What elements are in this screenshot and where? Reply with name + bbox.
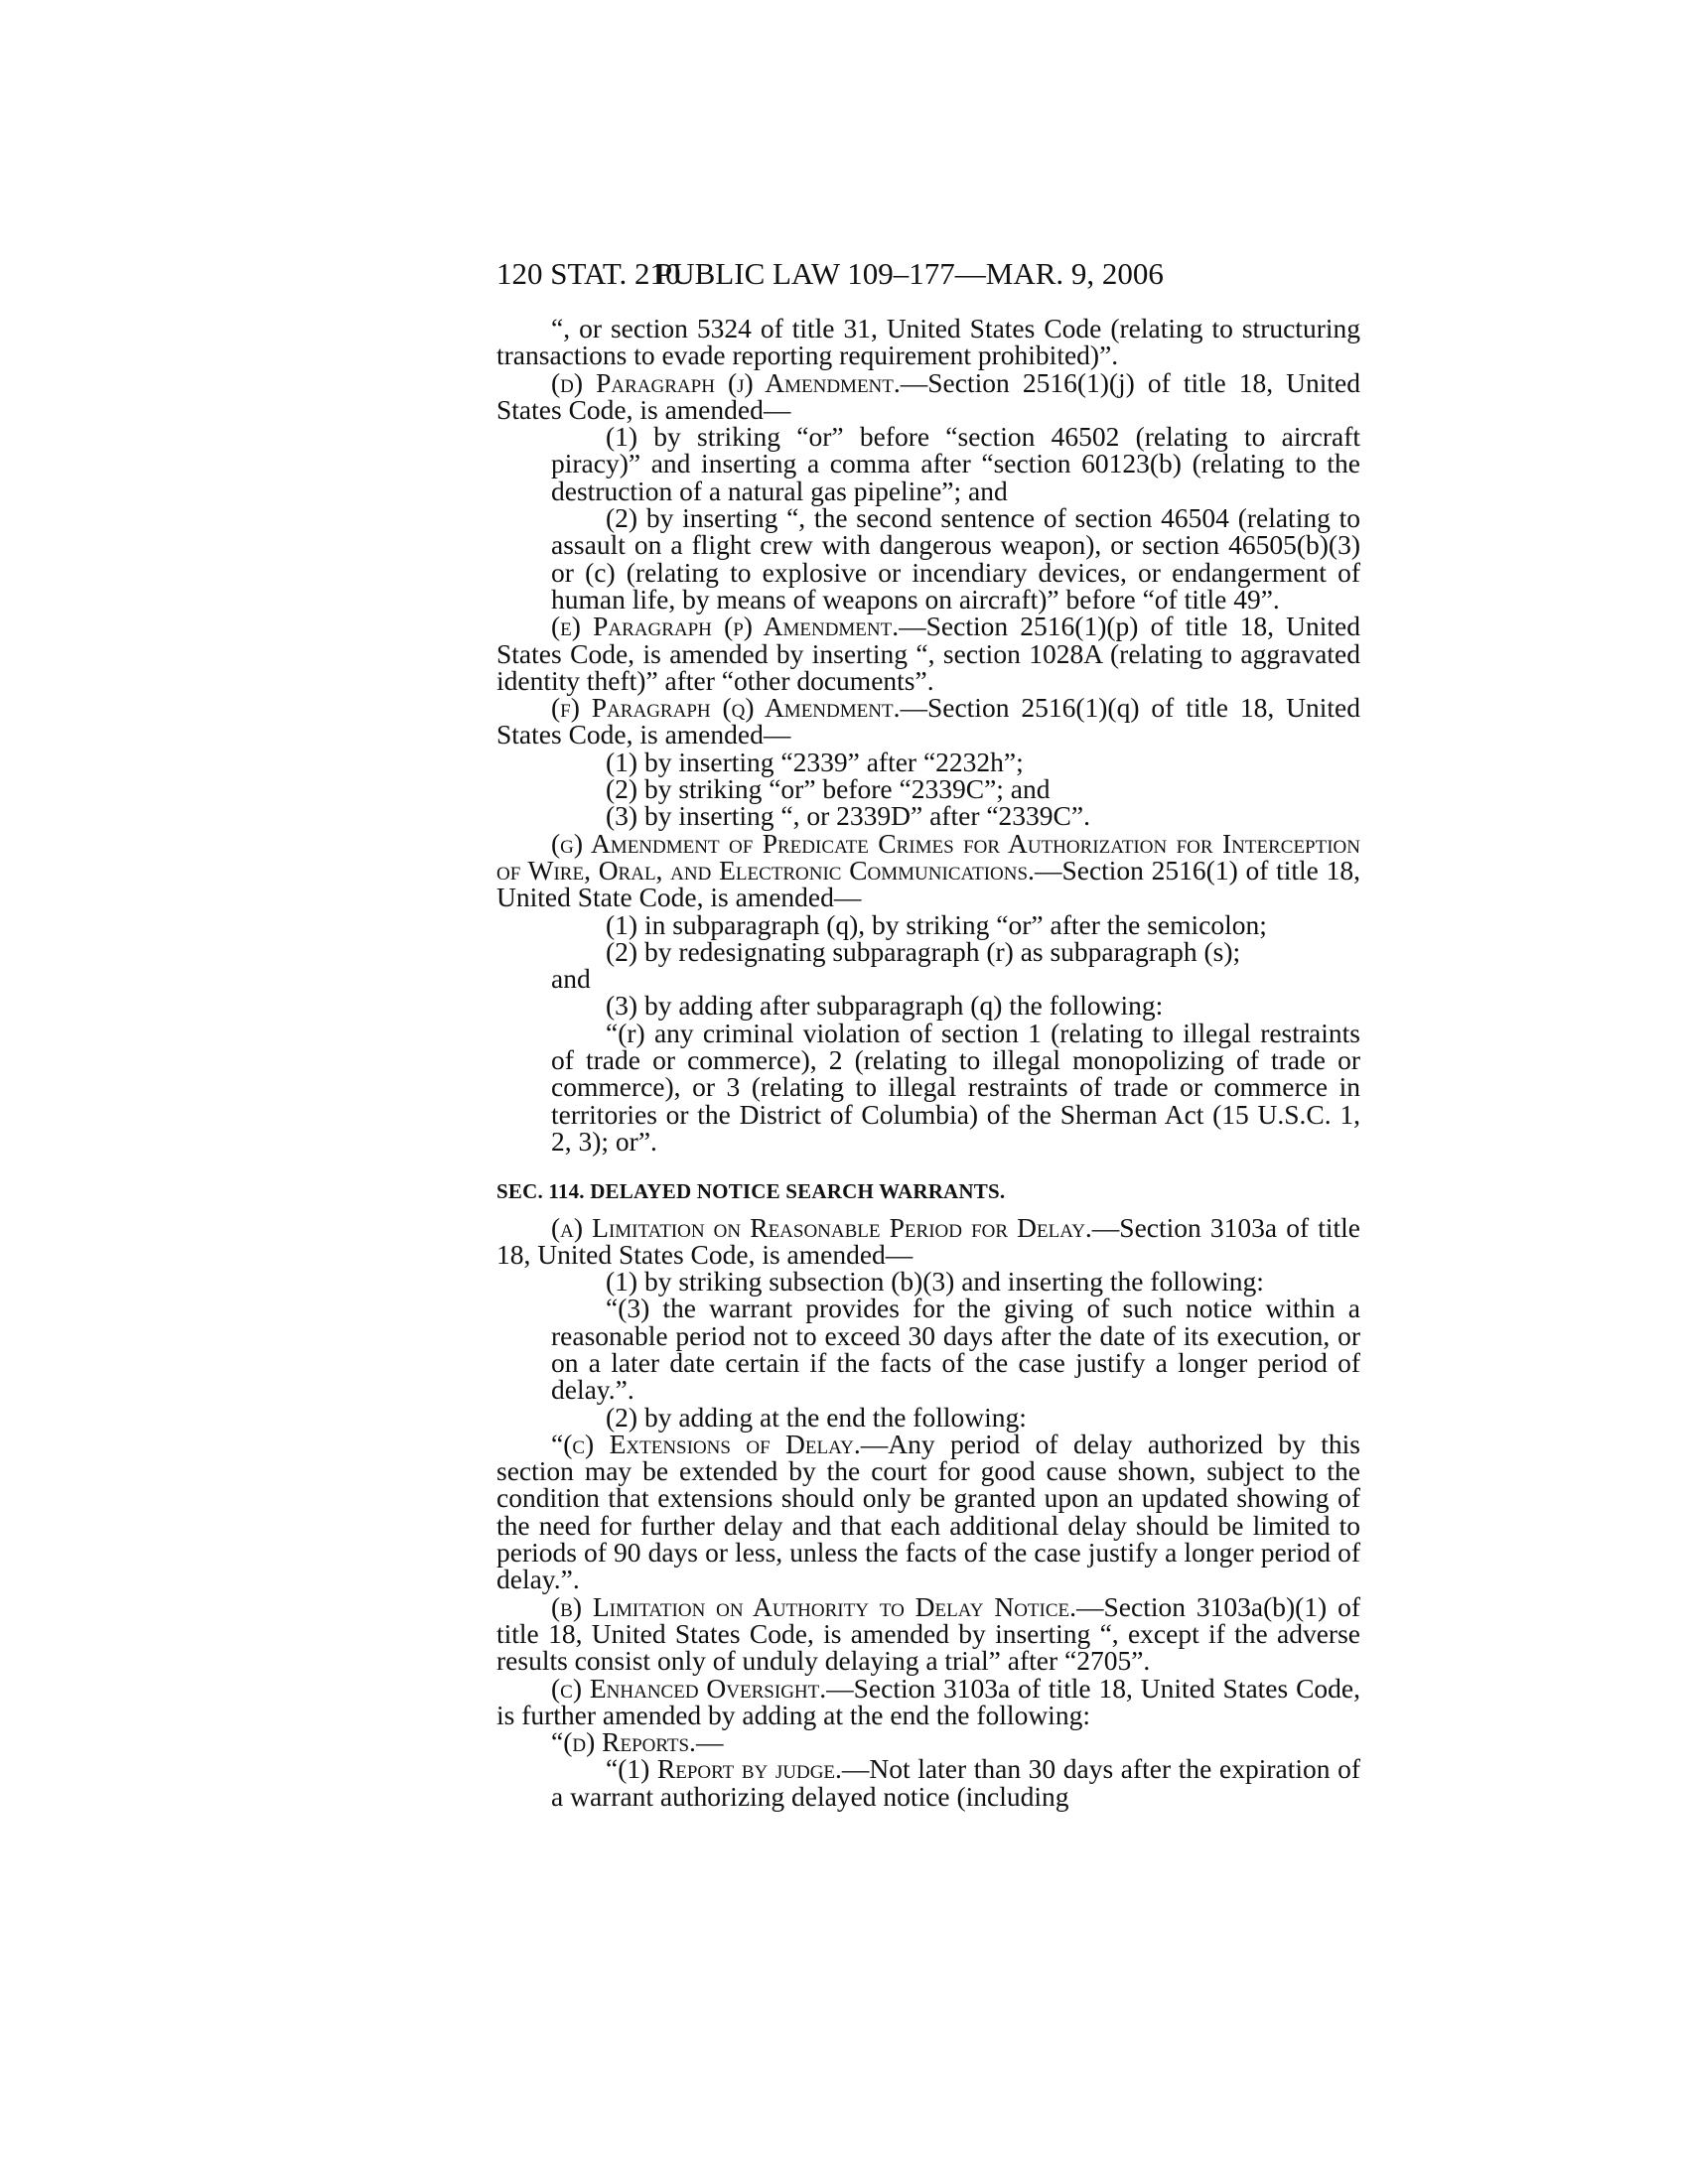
paragraph: (2) by striking “or” before “2339C”; and: [606, 773, 1051, 805]
paragraph: [496, 1590, 1360, 1677]
paragraph: [496, 366, 1361, 425]
subsection-heading: (d) Paragraph (j) Amendment.: [551, 366, 901, 398]
paragraph: (2) by inserting “, the second sentence of section 46504 (relating to assault on a flight crew with dangerous weapon), or section 46505(b)(3) or (c) (relating to explosive or incendiary devices, or endangerment of human life, by means of weapons on aircraft)” before “of title 49”.: [551, 502, 1360, 614]
paragraph-text: —Section 3103a of title 18, United States Code, is amended—: [496, 1211, 1360, 1270]
subsection-heading: (e) Paragraph (p) Amendment.: [551, 611, 900, 642]
subsection-heading: (f) Paragraph (q) Amendment.: [551, 692, 901, 724]
paragraph: (2) by adding at the end the following:: [606, 1401, 1027, 1433]
paragraph: [496, 1428, 1360, 1595]
paragraph: (1) by inserting “2339” after “2232h”;: [606, 746, 1024, 777]
paragraph-text: —Any period of delay authorized by this section may be extended by the court for good cause shown, subject to the condition that extensions should only be granted upon an updated showing of the need for further delay and that each additional delay should be limited to periods of 90 days or less, unless the facts of the case justify a longer period of delay.”.: [496, 1428, 1360, 1595]
paragraph-text: —Section 2516(1)(p) of title 18, United States Code, is amended by inserting “, section 1028A (relating to aggravated identity theft)” after “other documents”.: [496, 611, 1360, 696]
subsection-heading: (a) Limitation on Reasonable Period for Delay.: [551, 1211, 1092, 1243]
paragraph: (1) by striking subsection (b)(3) and inserting the following:: [606, 1266, 1264, 1297]
paragraph: [496, 1755, 1360, 1810]
paragraph: [496, 1726, 1360, 1758]
paragraph: “(3) the warrant provides for the giving of such notice within a reasonable period not to exceed 30 days after the date of its execution, or on a later date certain if the facts of the case justify a longer period of delay.”.: [551, 1293, 1360, 1406]
paragraph-text: —Not later than 30 days after the expiration of a warrant authorizing delayed notice (including: [551, 1753, 1360, 1812]
public-law-title: PUBLIC LAW 109–177—MAR. 9, 2006: [655, 256, 1164, 291]
paragraph: “, or section 5324 of title 31, United States Code (relating to structuring transactions to evade reporting requirement prohibited)”.: [496, 313, 1360, 371]
page-header: [0, 256, 1688, 306]
paragraph: (1) by striking “or” before “section 46502 (relating to aircraft piracy)” and inserting a comma after “section 60123(b) (relating to the destruction of a natural gas pipeline”; and: [551, 421, 1360, 506]
paragraph-text: —: [695, 1726, 724, 1758]
subsection-heading: (c) Enhanced Oversight.: [551, 1672, 827, 1704]
paragraph-text: —Section 2516(1)(j) of title 18, United States Code, is amended—: [496, 366, 1361, 425]
paragraph: (1) in subparagraph (q), by striking “or” after the semicolon;: [606, 908, 1267, 940]
section-heading: SEC. 114. DELAYED NOTICE SEARCH WARRANTS.: [496, 1179, 1006, 1204]
paragraph: [496, 613, 1360, 694]
subsection-heading: “(d) Reports.: [551, 1726, 696, 1758]
paragraph-text: —Section 2516(1)(q) of title 18, United States Code, is amended—: [496, 692, 1361, 751]
paragraph-text: —Section 2516(1) of title 18, United State Code, is amended—: [496, 854, 1360, 913]
paragraph-text: —Section 3103a of title 18, United States Code, is further amended by adding at the end the following:: [496, 1672, 1360, 1730]
paragraph-text: —Section 3103a(b)(1) of title 18, United States Code, is amended by inserting “, except if the adverse results consist only of unduly delaying a trial” after “2705”.: [496, 1590, 1360, 1677]
subsection-heading: (g) Amendment of Predicate Crimes for Authorization for Interception of Wire, Oral, and Electronic Communications.: [496, 827, 1360, 886]
paragraph-continuation: and: [551, 963, 591, 995]
paragraph: (3) by inserting “, or 2339D” after “2339C”.: [606, 800, 1090, 832]
paragraph: [496, 827, 1360, 913]
document-body: [496, 315, 1360, 1810]
paragraph: [496, 1672, 1360, 1730]
subsection-heading: (b) Limitation on Authority to Delay Notice.: [551, 1590, 1076, 1622]
statute-page-reference: 120 STAT. 210: [496, 256, 681, 291]
paragraph: (2) by redesignating subparagraph (r) as subparagraph (s);: [606, 935, 1241, 967]
subsection-heading: “(1) Report by judge.: [606, 1753, 842, 1785]
subsection-heading: “(c) Extensions of Delay.: [551, 1428, 861, 1459]
paragraph: [496, 694, 1360, 749]
paragraph: “(r) any criminal violation of section 1 (relating to illegal restraints of trade or commerce), 2 (relating to illegal monopolizing of trade or commerce), or 3 (relating to illegal restraints of trade or commerce in territories or the District of Columbia) of the Sherman Act (15 U.S.C. 1, 2, 3); or”.: [551, 1017, 1360, 1157]
paragraph: (3) by adding after subparagraph (q) the following:: [606, 990, 1164, 1022]
paragraph: [496, 1211, 1360, 1270]
